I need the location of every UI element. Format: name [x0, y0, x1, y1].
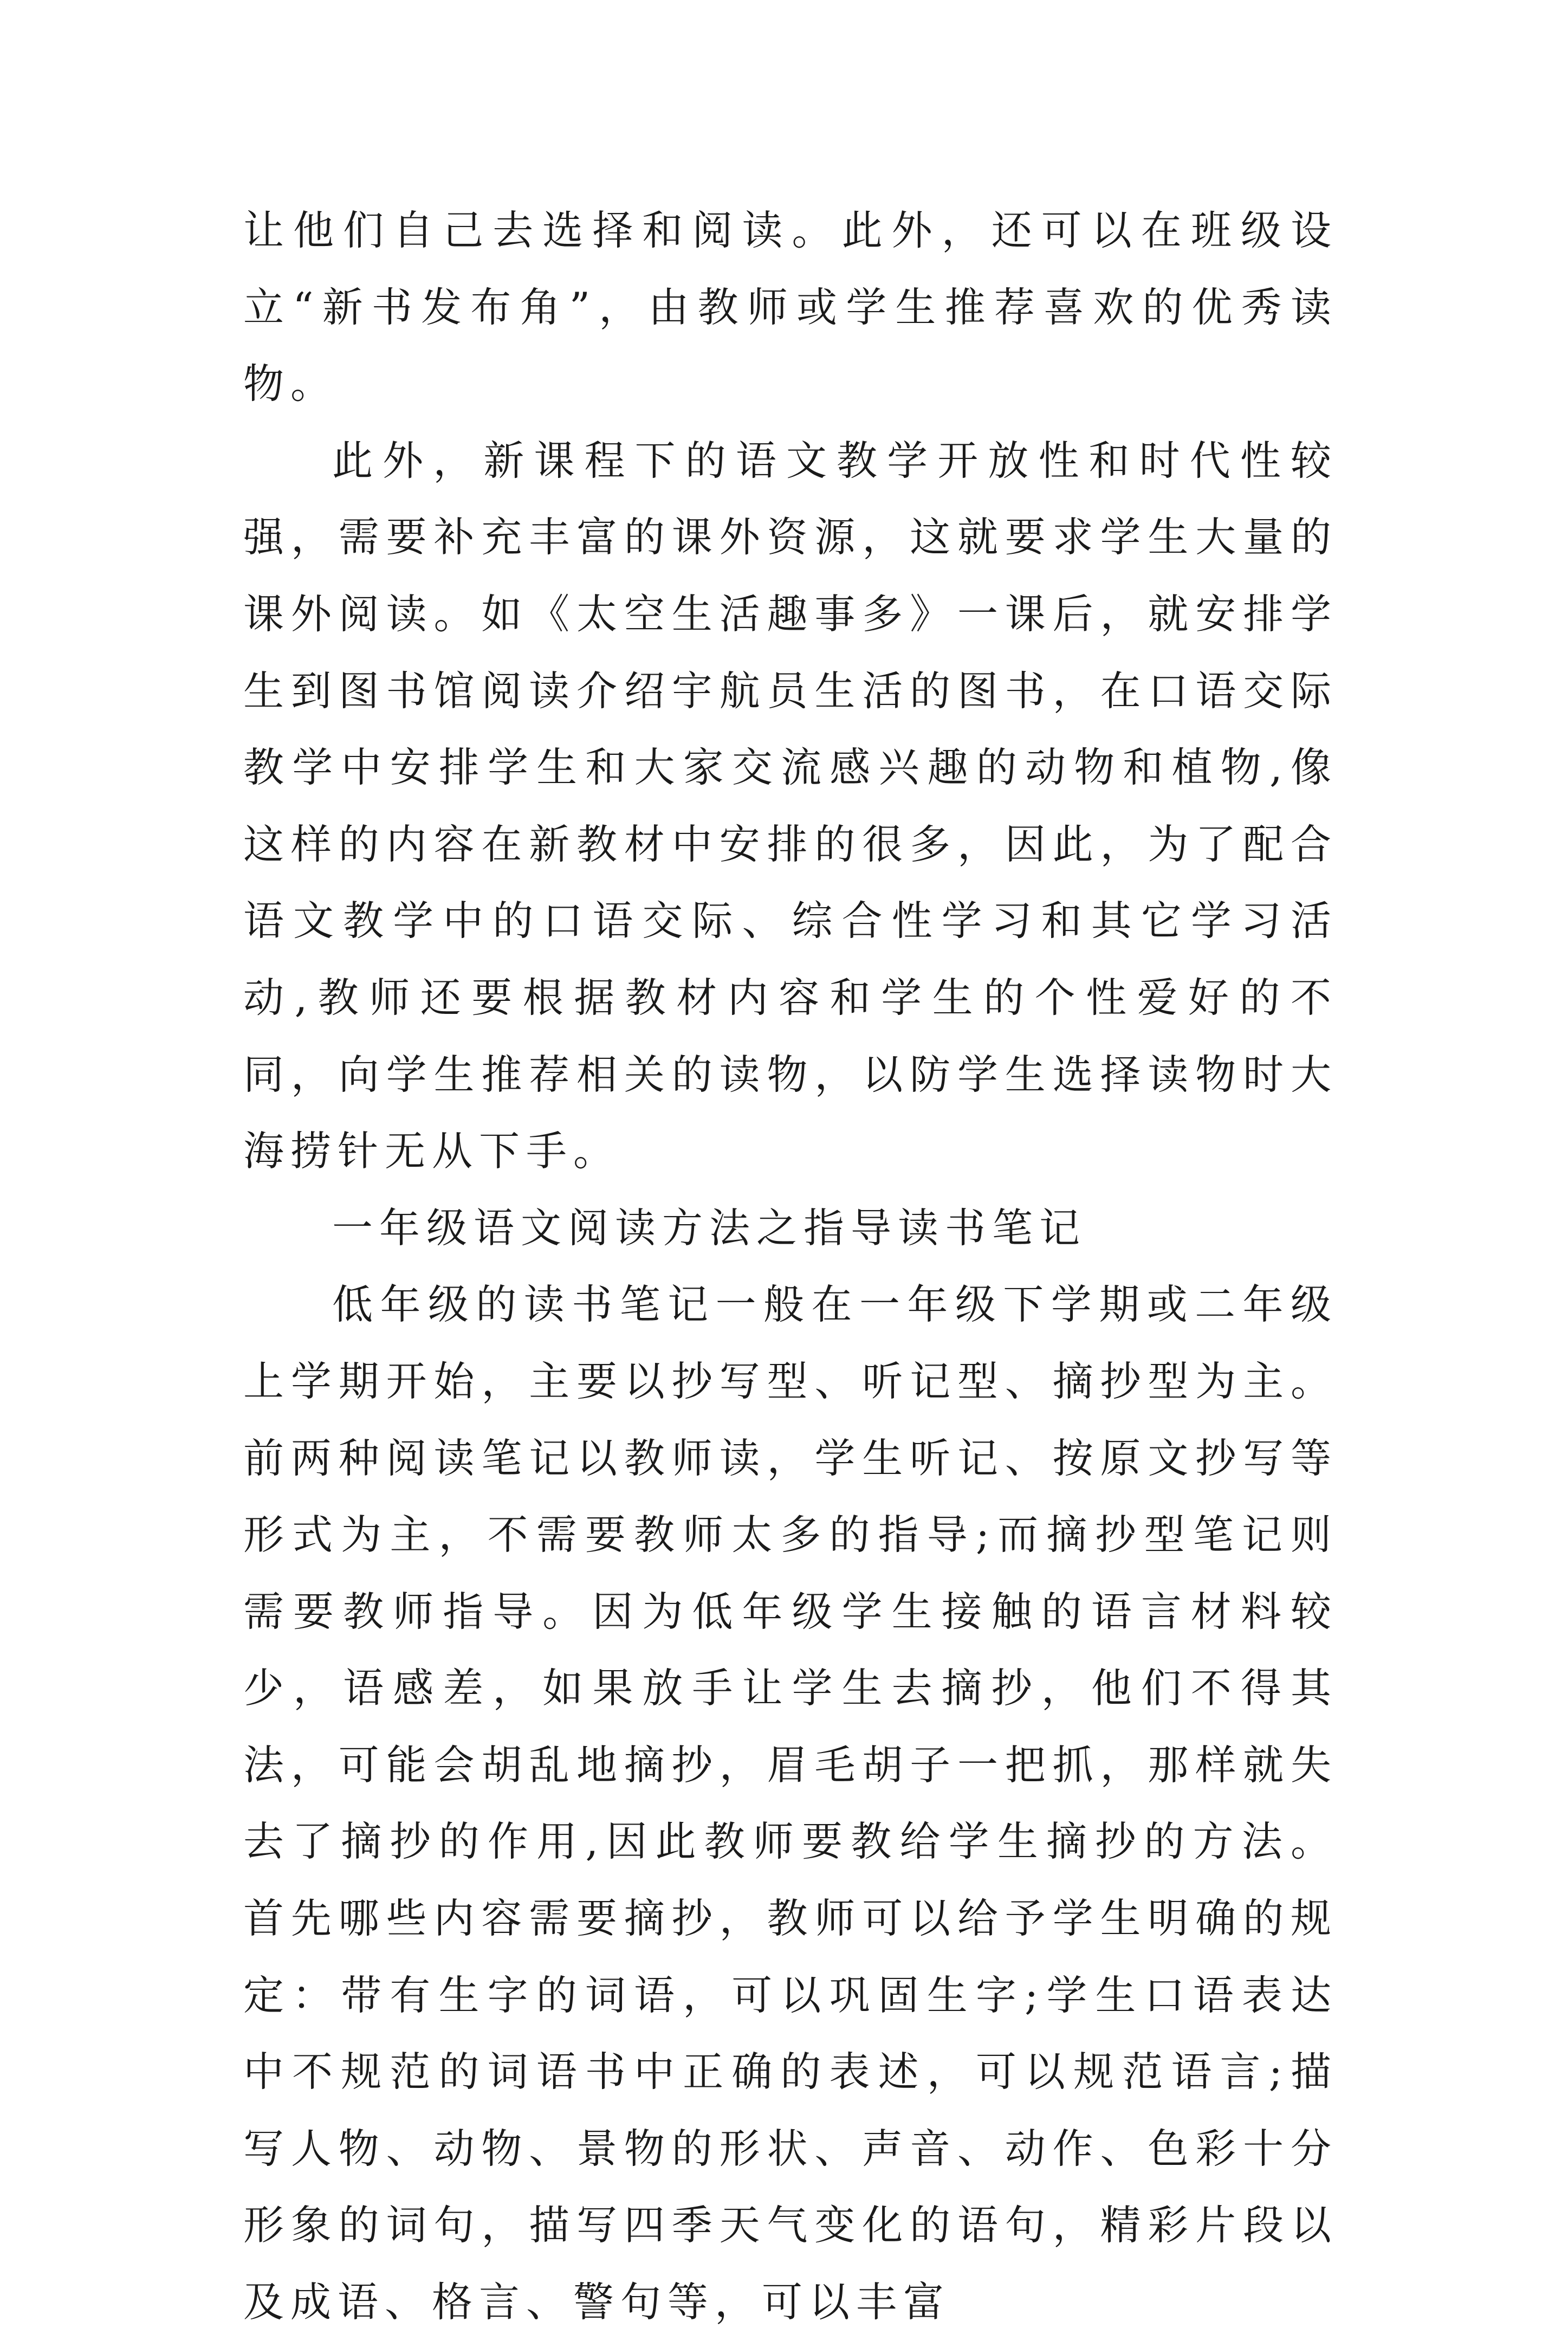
- document-body: [243, 192, 1338, 2341]
- paragraph-reading-notes: 低年级的读书笔记一般在一年级下学期或二年级上学期开始，主要以抄写型、听记型、摘抄型为主。前两种阅读笔记以教师读，学生听记、按原文抄写等形式为主，不需要教师太多的指导;而摘抄型笔记则需要教师指导。因为低年级学生接触的语言材料较少，语感差，如果放手让学生去摘抄，他们不得其法，可能会胡乱地摘抄，眉毛胡子一把抓，那样就失去了摘抄的作用,因此教师要教给学生摘抄的方法。首先哪些内容需要摘抄，教师可以给予学生明确的规定：带有生字的词语，可以巩固生字;学生口语表达中不规范的词语书中正确的表述，可以规范语言;描写人物、动物、景物的形状、声音、动作、色彩十分形象的词句，描写四季天气变化的语句，精彩片段以及成语、格言、警句等，可以丰富: [243, 1281, 1338, 2326]
- section-heading: 一年级语文阅读方法之指导读书笔记: [332, 1204, 1087, 1252]
- paragraph-continuation: 让他们自己去选择和阅读。此外，还可以在班级设立“新书发布角”，由教师或学生推荐喜欢的优秀读物。: [243, 206, 1338, 408]
- paragraph-extracurricular-resources: 此外，新课程下的语文教学开放性和时代性较强，需要补充丰富的课外资源，这就要求学生大量的课外阅读。如《太空生活趣事多》一课后，就安排学生到图书馆阅读介绍宇航员生活的图书，在口语交际教学中安排学生和大家交流感兴趣的动物和植物,像这样的内容在新教材中安排的很多，因此，为了配合语文教学中的口语交际、综合性学习和其它学习活动,教师还要根据教材内容和学生的个性爱好的不同，向学生推荐相关的读物，以防学生选择读物时大海捞针无从下手。: [243, 436, 1338, 1175]
